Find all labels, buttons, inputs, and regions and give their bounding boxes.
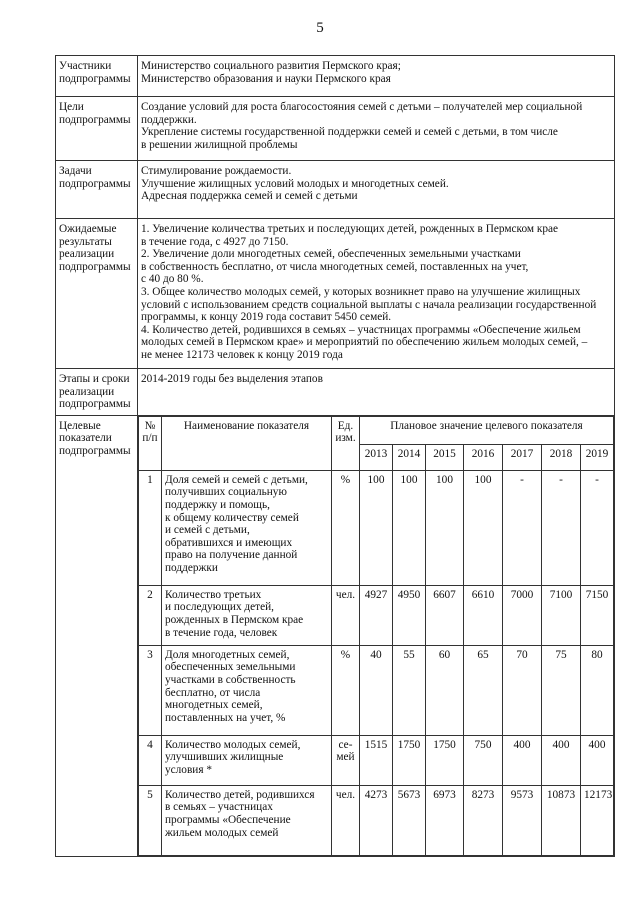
indicator-unit: се- мей (332, 735, 360, 785)
row-content: Министерство социального развития Пермского края; Министерство образования и науки Пермского края (138, 56, 615, 97)
indicator-num: 5 (139, 785, 162, 855)
header-unit: Ед. изм. (332, 416, 360, 470)
passport-row (56, 369, 615, 416)
indicator-value: 75 (542, 645, 581, 735)
indicator-value: 80 (581, 645, 614, 735)
row-label: Ожидаемые результаты реализации подпрограммы (56, 219, 138, 369)
indicator-name: Количество молодых семей, улучшивших жилищные условия * (162, 735, 332, 785)
indicator-value: 6610 (464, 585, 503, 645)
header-num: № п/п (139, 416, 162, 470)
row-content: Создание условий для роста благосостояния семей с детьми – получателей мер социальной поддержки. Укрепление системы государственной поддержки семей и семей с детьми, в том числе в решении жилищной проблемы (138, 97, 615, 161)
row-content: 2014-2019 годы без выделения этапов (138, 369, 615, 416)
indicator-value: - (581, 470, 614, 585)
indicator-value: 1515 (360, 735, 393, 785)
indicator-value: 70 (503, 645, 542, 735)
indicator-value: 12173 (581, 785, 614, 855)
passport-row (56, 97, 615, 161)
indicator-num: 1 (139, 470, 162, 585)
indicators-cell (138, 415, 615, 856)
indicator-value: 4927 (360, 585, 393, 645)
indicator-value: 7150 (581, 585, 614, 645)
indicator-value: 7000 (503, 585, 542, 645)
passport-row (56, 56, 615, 97)
indicator-unit: чел. (332, 785, 360, 855)
indicator-value: 100 (393, 470, 426, 585)
indicator-value: 40 (360, 645, 393, 735)
indicator-row (139, 645, 614, 735)
indicator-value: 750 (464, 735, 503, 785)
indicator-num: 2 (139, 585, 162, 645)
indicator-value: 400 (503, 735, 542, 785)
indicator-value: 6607 (426, 585, 464, 645)
indicator-name: Количество детей, родившихся в семьях – участницах программы «Обеспечение жильем молодых семей (162, 785, 332, 855)
passport-row (56, 219, 615, 369)
header-year: 2018 (542, 444, 581, 470)
indicator-value: 8273 (464, 785, 503, 855)
row-label: Этапы и сроки реализации подпрограммы (56, 369, 138, 416)
page-number: 5 (316, 20, 324, 36)
indicator-num: 3 (139, 645, 162, 735)
indicator-row (139, 585, 614, 645)
indicator-value: 60 (426, 645, 464, 735)
passport-row (56, 161, 615, 219)
indicator-name: Доля семей и семей с детьми, получивших социальную поддержку и помощь, к общему количеству семей и семей с детьми, обратившихся и имеющих право на получение данной поддержки (162, 470, 332, 585)
indicator-row (139, 470, 614, 585)
row-label: Цели подпрограммы (56, 97, 138, 161)
header-year: 2019 (581, 444, 614, 470)
indicator-value: 400 (581, 735, 614, 785)
indicator-value: - (503, 470, 542, 585)
indicators-row (56, 415, 615, 856)
header-year: 2016 (464, 444, 503, 470)
indicator-value: 10873 (542, 785, 581, 855)
header-year: 2013 (360, 444, 393, 470)
indicator-unit: чел. (332, 585, 360, 645)
row-content: Стимулирование рождаемости. Улучшение жилищных условий молодых и многодетных семей. Адресная поддержка семей и семей с детьми (138, 161, 615, 219)
indicator-value: 55 (393, 645, 426, 735)
indicator-value: 7100 (542, 585, 581, 645)
indicator-value: 4273 (360, 785, 393, 855)
indicator-value: 100 (360, 470, 393, 585)
header-year: 2017 (503, 444, 542, 470)
header-planned: Плановое значение целевого показателя (360, 416, 614, 444)
indicator-num: 4 (139, 735, 162, 785)
indicators-table (138, 416, 614, 856)
indicator-value: 4950 (393, 585, 426, 645)
indicator-value: 9573 (503, 785, 542, 855)
header-year: 2014 (393, 444, 426, 470)
header-year: 2015 (426, 444, 464, 470)
indicator-value: 1750 (426, 735, 464, 785)
indicator-unit: % (332, 645, 360, 735)
indicator-row (139, 785, 614, 855)
indicator-value: 6973 (426, 785, 464, 855)
indicator-value: 5673 (393, 785, 426, 855)
indicator-value: 100 (464, 470, 503, 585)
indicator-value: 65 (464, 645, 503, 735)
indicator-value: - (542, 470, 581, 585)
row-label: Участники подпрограммы (56, 56, 138, 97)
indicator-name: Доля многодетных семей, обеспеченных земельными участками в собственность бесплатно, от числа многодетных семей, поставленных на учет, % (162, 645, 332, 735)
row-label: Задачи подпрограммы (56, 161, 138, 219)
header-name: Наименование показателя (162, 416, 332, 470)
row-label: Целевые показатели подпрограммы (56, 415, 138, 856)
indicator-unit: % (332, 470, 360, 585)
row-content: 1. Увеличение количества третьих и последующих детей, рожденных в Пермском крае в течение года, с 4927 до 7150. 2. Увеличение доли многодетных семей, обеспеченных земельными участками в собственность бесплатно, от числа многодетных семей, поставленных на учет, с 40 до 80 %. 3. Общее количество молодых семей, у которых возникнет право на улучшение жилищных условий с использованием средств социальной выплаты с начала реализации государственной программы, к концу 2019 года составит 5450 семей. 4. Количество детей, родившихся в семьях – участницах программы «Обеспечение жильем молодых семей в Пермском крае» и мероприятий по обеспечению жильем молодых семей, – не менее 12173 человек к концу 2019 года (138, 219, 615, 369)
indicator-value: 400 (542, 735, 581, 785)
indicator-value: 100 (426, 470, 464, 585)
indicator-name: Количество третьих и последующих детей, рожденных в Пермском крае в течение года, человек (162, 585, 332, 645)
indicator-row (139, 735, 614, 785)
passport-table (55, 55, 615, 857)
indicator-value: 1750 (393, 735, 426, 785)
